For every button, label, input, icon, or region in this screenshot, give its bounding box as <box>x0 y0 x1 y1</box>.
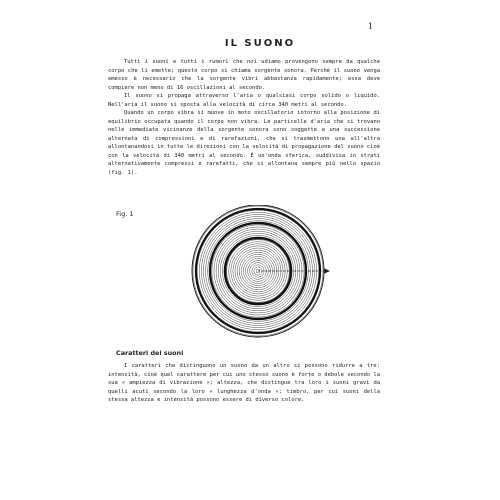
intro-paragraph: Il suono si propaga attraverso l'aria o qualsiasi corpo solido o liquido. Nell'aria il suono si sposta alla velocità di circa 340 metri al secondo. <box>108 93 380 108</box>
intro-paragraph: Quando un corpo vibra si muove in moto oscillatorio intorno alla posizione di equilibrio occupata quando il corpo non vibra. Le particelle d'aria che si trovano nelle immediate vicinanze della sorgente sonora sono soggette a una successione alternata di compressioni e di rarefazioni, che si trasmettono una all'altra allontanandosi in tutte le direzioni con la velocità di propagazione del suono cioè con la velocità di 340 metri al secondo. È un'onda sferica, suddivisa in strati alternativamente compressi e rarefatti, che si allontana sempre più nello spazio (fig. 1). <box>108 110 380 176</box>
intro-text <box>108 58 380 177</box>
page-title: IL SUONO <box>224 38 296 49</box>
characteristics-paragraph: I caratteri che distinguono un suono da un altro si possono ridurre a tre: intensità, cioè quel carattere per cui uno stesso suono è forte o debole secondo la sua « ampiezza di vibrazione »; altezza, che distingue tra loro i suoni gravi da quelli acuti secondo la loro « lunghezza d'onda »; timbro, per cui suoni della stessa altezza e intensità possono essere di diverso colore. <box>108 363 380 403</box>
intro-paragraph: Tutti i suoni e tutti i rumori che noi udiamo provengono sempre da qualche corpo che li emette; questo corpo si chiama sorgente sonora. Perché il suono venga emesso è necessario che la sorgente vibri abbastanza rapidamente; essa deve compiere non meno di 16 oscillazioni al secondo. <box>108 59 380 91</box>
section-heading: Caratteri dei suoni <box>116 349 184 357</box>
sound-wave-figure <box>178 205 338 340</box>
characteristics-text <box>108 362 380 405</box>
page-number: 1 <box>368 22 374 31</box>
figure-label: Fig. 1 <box>116 210 134 218</box>
